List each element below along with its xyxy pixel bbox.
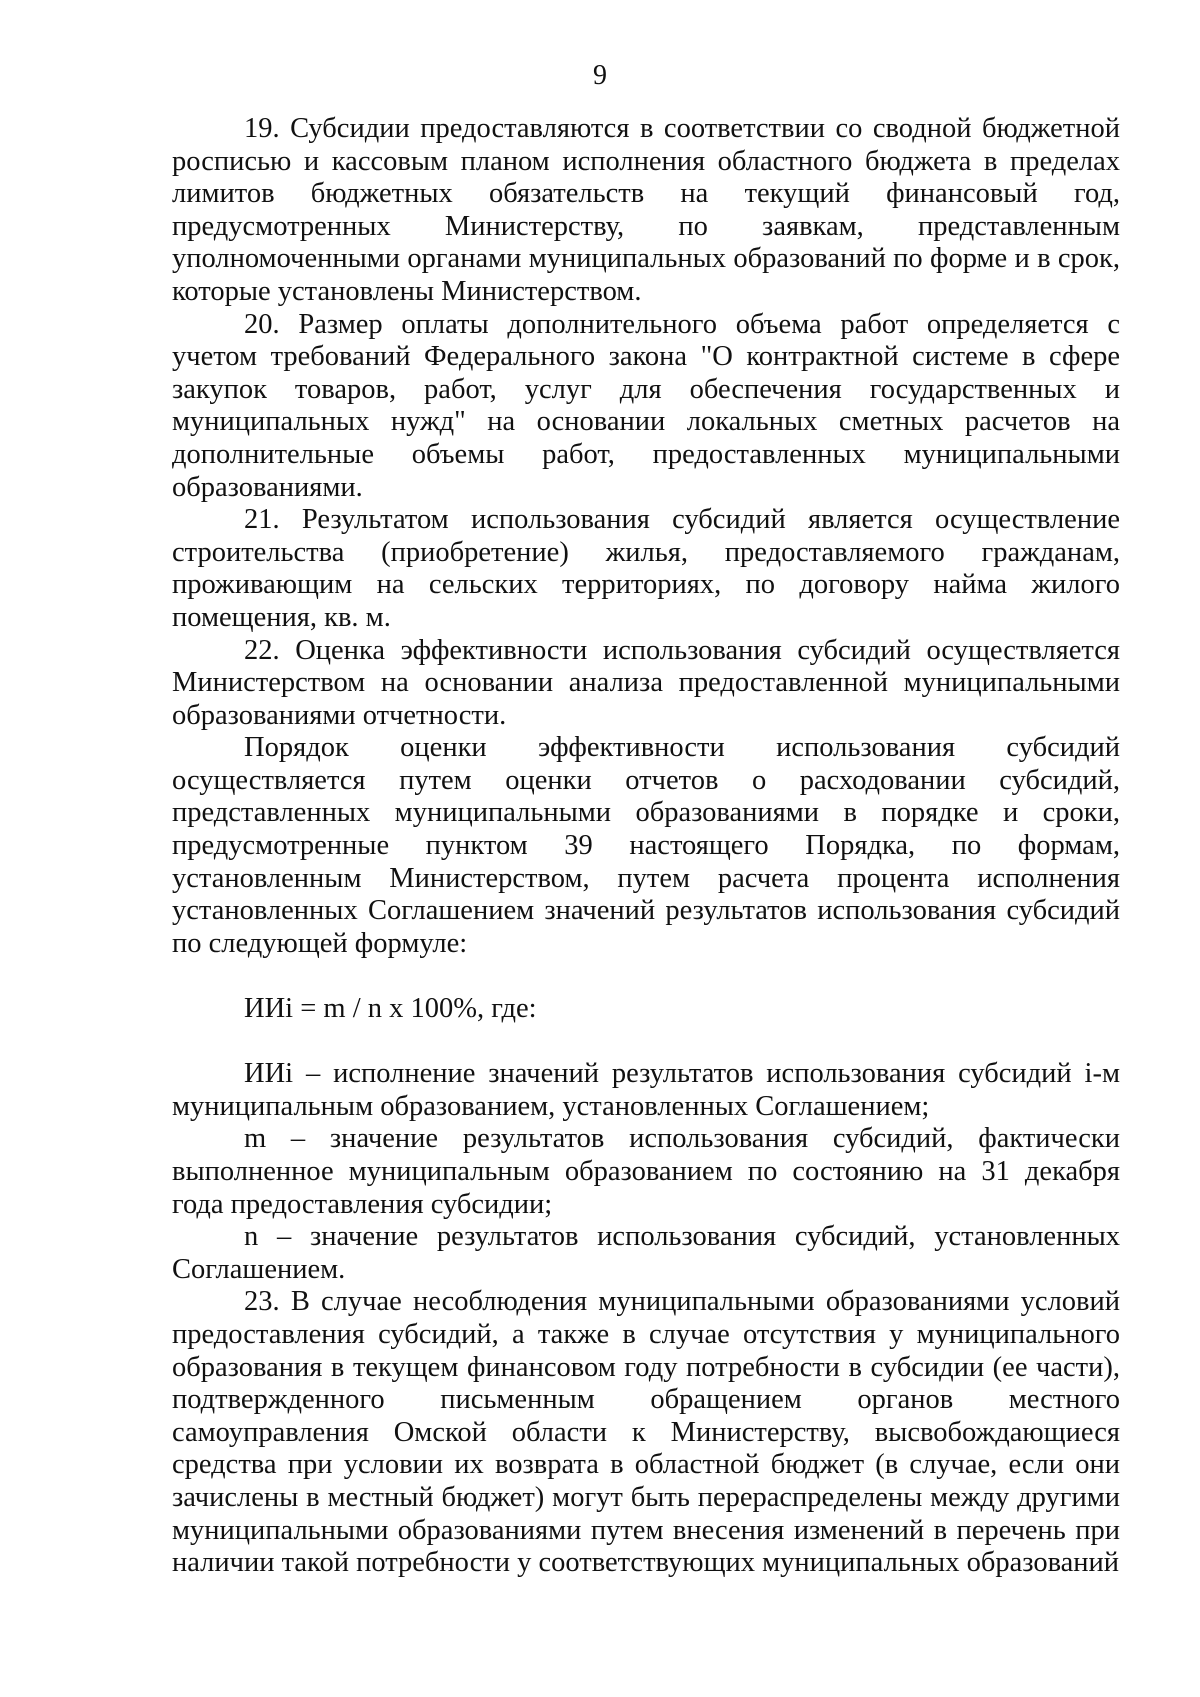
paragraph-evaluation-procedure: Порядок оценки эффективности использования субсидий осуществляется путем оценки отчетов о расходовании субсидий, представленных муниципальными образованиями в порядке и сроки, предусмотренные пунктом 39 настоящего Порядка, по формам, установленным Министерством, путем расчета процента исполнения установленных Соглашением значений результатов использования субсидий по следующей формуле:: [172, 732, 1120, 959]
page-number: 9: [593, 60, 607, 91]
definition-m: m – значение результатов использования субсидий, фактически выполненное муниципальным образованием по состоянию на 31 декабря года предоставления субсидии;: [172, 1123, 1120, 1220]
definition-iii: ИИi – исполнение значений результатов использования субсидий i-м муниципальным образованием, установленных Соглашением;: [172, 1058, 1120, 1122]
formula: ИИi = m / n x 100%, где:: [244, 993, 537, 1025]
document-body: [172, 113, 1120, 1580]
paragraph-21: 21. Результатом использования субсидий является осуществление строительства (приобретение) жилья, предоставляемого гражданам, проживающим на сельских территориях, по договору найма жилого помещения, кв. м.: [172, 504, 1120, 633]
paragraph-20: 20. Размер оплаты дополнительного объема работ определяется с учетом требований Федерального закона "О контрактной системе в сфере закупок товаров, работ, услуг для обеспечения государственных и муниципальных нужд" на основании локальных сметных расчетов на дополнительные объемы работ, предоставленных муниципальными образованиями.: [172, 308, 1120, 503]
paragraph-23: 23. В случае несоблюдения муниципальными образованиями условий предоставления субсидий, а также в случае отсутствия у муниципального образования в текущем финансовом году потребности в субсидии (ее части), подтвержденного письменным обращением органов местного самоуправления Омской области к Министерству, высвобождающиеся средства при условии их возврата в областной бюджет (в случае, если они зачислены в местный бюджет) могут быть перераспределены между другими муниципальными образованиями путем внесения изменений в перечень при наличии такой потребности у соответствующих муниципальных образований: [172, 1286, 1120, 1579]
paragraph-19: 19. Субсидии предоставляются в соответствии со сводной бюджетной росписью и кассовым планом исполнения областного бюджета в пределах лимитов бюджетных обязательств на текущий финансовый год, предусмотренных Министерству, по заявкам, представленным уполномоченными органами муниципальных образований по форме и в срок, которые установлены Министерством.: [172, 113, 1120, 307]
paragraph-22: 22. Оценка эффективности использования субсидий осуществляется Министерством на основании анализа предоставленной муниципальными образованиями отчетности.: [172, 634, 1120, 731]
definition-n: n – значение результатов использования субсидий, установленных Соглашением.: [172, 1221, 1120, 1285]
